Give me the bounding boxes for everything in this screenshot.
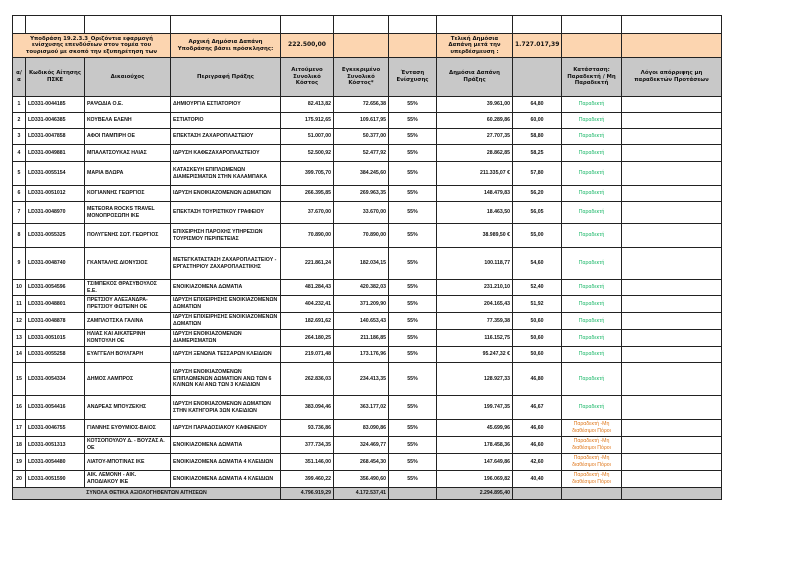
aid-intensity[interactable]: 55% (389, 396, 437, 420)
aid-intensity[interactable]: 55% (389, 296, 437, 313)
aid-intensity[interactable]: 55% (389, 248, 437, 280)
table-row (13, 347, 722, 363)
initial-budget-value[interactable]: 222.500,00 (281, 34, 334, 58)
measure-title[interactable]: Υποδράση 19.2.3.3_Οριζόντια εφαρμογή ενίσχυσης επενδύσεων στον τομέα του τουρισμού με σκοπό την εξυπηρέτηση των (13, 34, 171, 58)
public-expenditure[interactable]: 116.152,75 (437, 330, 513, 347)
requested-cost[interactable]: 37.670,00 (281, 202, 334, 224)
approved-cost[interactable]: 371.209,90 (334, 296, 389, 313)
public-expenditure[interactable]: 95.247,32 € (437, 347, 513, 363)
aid-intensity[interactable]: 55% (389, 471, 437, 488)
table-row (13, 296, 722, 313)
public-expenditure[interactable]: 196.069,82 (437, 471, 513, 488)
requested-cost[interactable]: 82.413,82 (281, 97, 334, 113)
approved-cost[interactable]: 268.454,30 (334, 454, 389, 471)
approved-cost[interactable]: 356.490,60 (334, 471, 389, 488)
score[interactable]: 51,92 (513, 296, 562, 313)
description[interactable]: ΙΔΡΥΣΗ ΕΝΟΙΚΙΑΖΟΜΕΝΩΝ ΔΩΜΑΤΙΩΝ (171, 186, 281, 202)
rejection-reason[interactable] (622, 296, 722, 313)
status-badge[interactable]: Παραδεκτή (562, 248, 622, 280)
table-row (13, 202, 722, 224)
col-beneficiary[interactable]: Δικαιούχος (85, 58, 171, 97)
requested-cost[interactable]: 221.861,24 (281, 248, 334, 280)
row-index[interactable]: 15 (13, 363, 26, 396)
aid-intensity[interactable]: 55% (389, 330, 437, 347)
application-code[interactable]: LD331-0051313 (26, 437, 85, 454)
status-badge[interactable]: Παραδεκτή -Μη διαθέσιμοι Πόροι (562, 420, 622, 437)
approved-cost[interactable]: 70.890,00 (334, 224, 389, 248)
aid-intensity[interactable]: 55% (389, 347, 437, 363)
application-code[interactable]: LD331-0048970 (26, 202, 85, 224)
description[interactable]: ΚΑΤΑΣΚΕΥΗ ΕΠΙΠΛΩΜΕΝΩΝ ΔΙΑΜΕΡΙΣΜΑΤΩΝ ΣΤΗΝ ΚΑΛΑΜΠΑΚΑ (171, 162, 281, 186)
description[interactable]: ΙΔΡΥΣΗ ΕΝΟΙΚΙΑΖΟΜΕΝΩΝ ΔΙΑΜΕΡΙΣΜΑΤΩΝ (171, 330, 281, 347)
col-requested[interactable]: Αιτούμενο Συνολικό Κόστος (281, 58, 334, 97)
requested-cost[interactable]: 93.736,86 (281, 420, 334, 437)
score[interactable]: 56,05 (513, 202, 562, 224)
application-code[interactable]: LD331-0054596 (26, 280, 85, 296)
rejection-reason[interactable] (622, 248, 722, 280)
requested-cost[interactable]: 399.460,22 (281, 471, 334, 488)
rejection-reason[interactable] (622, 129, 722, 145)
beneficiary[interactable]: ΡΑΨΩΔΙΑ Ο.Ε. (85, 97, 171, 113)
application-code[interactable]: LD331-0049881 (26, 145, 85, 162)
aid-intensity[interactable]: 55% (389, 129, 437, 145)
beneficiary[interactable]: ΚΟΤΣΟΠΟΥΛΟΥ Δ. - ΒΟΥΖΑΣ Α. ΟΕ (85, 437, 171, 454)
rejection-reason[interactable] (622, 145, 722, 162)
row-index[interactable]: 7 (13, 202, 26, 224)
approved-cost[interactable]: 52.477,92 (334, 145, 389, 162)
cell[interactable] (389, 16, 437, 34)
col-intensity[interactable]: Ένταση Ενίσχυσης (389, 58, 437, 97)
approved-cost[interactable]: 109.617,95 (334, 113, 389, 129)
status-badge[interactable]: Παραδεκτή (562, 129, 622, 145)
column-header-row (13, 58, 722, 97)
rejection-reason[interactable] (622, 97, 722, 113)
final-budget-value[interactable]: 1.727.017,39 (513, 34, 562, 58)
beneficiary[interactable]: ΓΙΑΝΝΗΣ ΕΥΘΥΜΙΟΣ-ΒΑΙΟΣ (85, 420, 171, 437)
row-index[interactable]: 11 (13, 296, 26, 313)
cell[interactable] (13, 16, 26, 34)
row-index[interactable]: 13 (13, 330, 26, 347)
description[interactable]: ΙΔΡΥΣΗ ΚΑΦΕΖΑΧΑΡΟΠΛΑΣΤΕΙΟΥ (171, 145, 281, 162)
rejection-reason[interactable] (622, 113, 722, 129)
requested-cost[interactable]: 377.734,35 (281, 437, 334, 454)
description[interactable]: ΕΣΤΙΑΤΟΡΙΟ (171, 113, 281, 129)
public-expenditure[interactable]: 231.210,10 (437, 280, 513, 296)
table-row (13, 145, 722, 162)
score[interactable]: 64,80 (513, 97, 562, 113)
cell[interactable] (281, 16, 334, 34)
description[interactable]: ΙΔΡΥΣΗ ΞΕΝΩΝΑ ΤΕΣΣΑΡΩΝ ΚΛΕΙΔΙΩΝ (171, 347, 281, 363)
cell[interactable] (334, 16, 389, 34)
score[interactable]: 50,60 (513, 330, 562, 347)
status-badge[interactable]: Παραδεκτή -Μη διαθέσιμοι Πόροι (562, 471, 622, 488)
description[interactable]: ΙΔΡΥΣΗ ΕΠΙΧΕΙΡΗΣΗΣ ΕΝΟΙΚΙΑΖΟΜΕΝΩΝ ΔΩΜΑΤΙΩΝ (171, 296, 281, 313)
score[interactable]: 50,60 (513, 313, 562, 330)
description[interactable]: ΕΠΕΚΤΑΣΗ ΤΟΥΡΙΣΤΙΚΟΥ ΓΡΑΦΕΙΟΥ (171, 202, 281, 224)
aid-intensity[interactable]: 55% (389, 420, 437, 437)
application-code[interactable]: LD331-0051015 (26, 330, 85, 347)
status-badge[interactable]: Παραδεκτή (562, 296, 622, 313)
cell[interactable] (171, 16, 281, 34)
requested-cost[interactable]: 399.705,70 (281, 162, 334, 186)
approved-cost[interactable]: 173.176,96 (334, 347, 389, 363)
cell[interactable] (562, 16, 622, 34)
application-code[interactable]: LD331-0055154 (26, 162, 85, 186)
status-badge[interactable]: Παραδεκτή (562, 347, 622, 363)
cell[interactable] (26, 16, 85, 34)
requested-cost[interactable]: 404.232,41 (281, 296, 334, 313)
requested-cost[interactable]: 52.500,92 (281, 145, 334, 162)
evaluation-results-table (12, 15, 722, 500)
aid-intensity[interactable]: 55% (389, 224, 437, 248)
status-badge[interactable]: Παραδεκτή (562, 396, 622, 420)
score[interactable]: 60,00 (513, 113, 562, 129)
description[interactable]: ΕΠΙΧΕΙΡΗΣΗ ΠΑΡΟΧΗΣ ΥΠΗΡΕΣΙΩΝ ΤΟΥΡΙΣΜΟΥ ΠΕΡΙΠΕΤΕΙΑΣ (171, 224, 281, 248)
application-code[interactable]: LD331-0048740 (26, 248, 85, 280)
application-code[interactable]: LD331-0046755 (26, 420, 85, 437)
aid-intensity[interactable]: 55% (389, 97, 437, 113)
application-code[interactable]: LD331-0054480 (26, 454, 85, 471)
approved-cost[interactable]: 33.670,00 (334, 202, 389, 224)
requested-cost[interactable]: 481.284,43 (281, 280, 334, 296)
score[interactable]: 46,67 (513, 396, 562, 420)
beneficiary[interactable]: ΜΠΑΛΑΤΣΟΥΚΑΣ ΗΛΙΑΣ (85, 145, 171, 162)
public-expenditure[interactable]: 100.118,77 (437, 248, 513, 280)
status-badge[interactable]: Παραδεκτή (562, 162, 622, 186)
cell[interactable] (389, 34, 437, 58)
beneficiary[interactable]: METEORA ROCKS TRAVEL ΜΟΝΟΠΡΟΣΩΠΗ ΙΚΕ (85, 202, 171, 224)
beneficiary[interactable]: ΖΑΜΠΛΟΤΣΚΑ ΓΑΛΙΝΑ (85, 313, 171, 330)
public-expenditure[interactable]: 211.335,07 € (437, 162, 513, 186)
description[interactable]: ΙΔΡΥΣΗ ΕΠΙΧΕΙΡΗΣΗΣ ΕΝΟΙΚΙΑΖΟΜΕΝΩΝ ΔΩΜΑΤΙΩΝ (171, 313, 281, 330)
requested-cost[interactable]: 175.912,65 (281, 113, 334, 129)
status-badge[interactable]: Παραδεκτή -Μη διαθέσιμοι Πόροι (562, 437, 622, 454)
row-index[interactable]: 5 (13, 162, 26, 186)
status-badge[interactable]: Παραδεκτή (562, 330, 622, 347)
description[interactable]: ΕΝΟΙΚΙΑΖΟΜΕΝΑ ΔΩΜΑΤΙΑ 4 ΚΛΕΙΔΙΩΝ (171, 471, 281, 488)
row-index[interactable]: 18 (13, 437, 26, 454)
beneficiary[interactable]: ΠΡΕΤΣΙΟΥ ΑΛΕΞΑΝΔΡΑ-ΠΡΕΤΣΙΟΥ ΦΩΤΕΙΝΗ ΟΕ (85, 296, 171, 313)
public-expenditure[interactable]: 199.747,35 (437, 396, 513, 420)
initial-budget-label[interactable]: Αρχική Δημόσια Δαπάνη Υποδράσης βάσει πρόσκλησης: (171, 34, 281, 58)
requested-cost[interactable]: 264.180,25 (281, 330, 334, 347)
row-index[interactable]: 2 (13, 113, 26, 129)
requested-cost[interactable]: 266.395,85 (281, 186, 334, 202)
beneficiary[interactable]: ΤΣΙΜΠΕΚΟΣ ΘΡΑΣΥΒΟΥΛΟΣ Ε.Ε. (85, 280, 171, 296)
status-badge[interactable]: Παραδεκτή (562, 202, 622, 224)
cell[interactable] (622, 34, 722, 58)
description[interactable]: ΔΗΜΙΟΥΡΓΙΑ ΕΣΤΙΑΤΟΡΙΟΥ (171, 97, 281, 113)
aid-intensity[interactable]: 55% (389, 363, 437, 396)
public-expenditure[interactable]: 38.989,50 € (437, 224, 513, 248)
table-row (13, 280, 722, 296)
rejection-reason[interactable] (622, 280, 722, 296)
score[interactable]: 46,60 (513, 420, 562, 437)
public-expenditure[interactable]: 178.458,36 (437, 437, 513, 454)
row-index[interactable]: 19 (13, 454, 26, 471)
table-row (13, 224, 722, 248)
beneficiary[interactable]: ΚΟΥΒΕΛΑ ΕΛΕΝΗ (85, 113, 171, 129)
approved-cost[interactable]: 140.653,43 (334, 313, 389, 330)
approved-cost[interactable]: 324.469,77 (334, 437, 389, 454)
table-row (13, 186, 722, 202)
application-code[interactable]: LD331-0055325 (26, 224, 85, 248)
requested-cost[interactable]: 262.836,03 (281, 363, 334, 396)
rejection-reason[interactable] (622, 471, 722, 488)
col-description[interactable]: Περιγραφή Πράξης (171, 58, 281, 97)
row-index[interactable]: 3 (13, 129, 26, 145)
beneficiary[interactable]: ΚΟΓΙΑΝΝΗΣ ΓΕΩΡΓΙΟΣ (85, 186, 171, 202)
beneficiary[interactable]: ΑΝΔΡΕΑΣ ΜΠΟΥΖΕΚΗΣ (85, 396, 171, 420)
row-index[interactable]: 1 (13, 97, 26, 113)
row-index[interactable]: 9 (13, 248, 26, 280)
totals-public[interactable]: 2.294.895,40 (437, 488, 513, 500)
status-badge[interactable]: Παραδεκτή (562, 113, 622, 129)
rejection-reason[interactable] (622, 224, 722, 248)
application-code[interactable]: LD331-0054334 (26, 363, 85, 396)
totals-approved[interactable]: 4.172.537,41 (334, 488, 389, 500)
description[interactable]: ΕΠΕΚΤΑΣΗ ΖΑΧΑΡΟΠΛΑΣΤΕΙΟΥ (171, 129, 281, 145)
approved-cost[interactable]: 211.186,85 (334, 330, 389, 347)
aid-intensity[interactable]: 55% (389, 186, 437, 202)
totals-label[interactable]: ΣΥΝΟΛΑ ΘΕΤΙΚΑ ΑΞΙΟΛΟΓΗΘΕΝΤΩΝ ΑΙΤΗΣΕΩΝ (13, 488, 281, 500)
totals-requested[interactable]: 4.796.919,29 (281, 488, 334, 500)
approved-cost[interactable]: 182.034,15 (334, 248, 389, 280)
description[interactable]: ΙΔΡΥΣΗ ΠΑΡΑΔΟΣΙΑΚΟΥ ΚΑΦΕΝΕΙΟΥ (171, 420, 281, 437)
requested-cost[interactable]: 70.890,00 (281, 224, 334, 248)
status-badge[interactable]: Παραδεκτή (562, 186, 622, 202)
aid-intensity[interactable]: 55% (389, 202, 437, 224)
row-index[interactable]: 17 (13, 420, 26, 437)
public-expenditure[interactable]: 147.649,86 (437, 454, 513, 471)
row-index[interactable]: 6 (13, 186, 26, 202)
requested-cost[interactable]: 351.146,00 (281, 454, 334, 471)
row-index[interactable]: 8 (13, 224, 26, 248)
row-index[interactable]: 4 (13, 145, 26, 162)
table-row (13, 420, 722, 437)
application-code[interactable]: LD331-0046385 (26, 113, 85, 129)
approved-cost[interactable]: 234.413,35 (334, 363, 389, 396)
score[interactable]: 46,80 (513, 363, 562, 396)
requested-cost[interactable]: 383.094,46 (281, 396, 334, 420)
approved-cost[interactable]: 269.963,35 (334, 186, 389, 202)
cell[interactable] (622, 488, 722, 500)
empty-row (13, 16, 722, 34)
score[interactable]: 58,25 (513, 145, 562, 162)
beneficiary[interactable]: ΑΙΚ. ΛΕΜΟΝΗ - ΑΙΚ. ΑΠΟΔΙΑΚΟΥ ΙΚΕ (85, 471, 171, 488)
description[interactable]: ΙΔΡΥΣΗ ΕΝΟΙΚΙΑΖΟΜΕΝΩΝ ΕΠΙΠΛΩΜΕΝΩΝ ΔΩΜΑΤΙΩΝ ΑΝΩ ΤΩΝ 6 ΚΛΙΝΩΝ ΚΑΙ ΑΝΩ ΤΩΝ 3 ΚΛΕΙΔΙΩΝ (171, 363, 281, 396)
row-index[interactable]: 10 (13, 280, 26, 296)
col-approved[interactable]: Εγκεκριμένο Συνολικό Κόστος* (334, 58, 389, 97)
public-expenditure[interactable]: 39.961,00 (437, 97, 513, 113)
table-row (13, 162, 722, 186)
table-row (13, 396, 722, 420)
beneficiary[interactable]: ΜΑΡΙΑ ΒΛΩΡΑ (85, 162, 171, 186)
row-index[interactable]: 16 (13, 396, 26, 420)
application-code[interactable]: LD331-0048801 (26, 296, 85, 313)
public-expenditure[interactable]: 148.479,83 (437, 186, 513, 202)
rejection-reason[interactable] (622, 330, 722, 347)
rejection-reason[interactable] (622, 186, 722, 202)
public-expenditure[interactable]: 77.359,38 (437, 313, 513, 330)
cell[interactable] (389, 488, 437, 500)
cell[interactable] (562, 34, 622, 58)
rejection-reason[interactable] (622, 313, 722, 330)
score[interactable]: 42,60 (513, 454, 562, 471)
status-badge[interactable]: Παραδεκτή (562, 224, 622, 248)
row-index[interactable]: 14 (13, 347, 26, 363)
approved-cost[interactable]: 420.382,03 (334, 280, 389, 296)
approved-cost[interactable]: 384.245,60 (334, 162, 389, 186)
rejection-reason[interactable] (622, 420, 722, 437)
aid-intensity[interactable]: 55% (389, 313, 437, 330)
table-row (13, 471, 722, 488)
score[interactable]: 58,80 (513, 129, 562, 145)
aid-intensity[interactable]: 55% (389, 454, 437, 471)
col-code[interactable]: Κωδικός Αίτησης ΠΣΚΕ (26, 58, 85, 97)
col-public[interactable]: Δημόσια Δαπάνη Πράξης (437, 58, 513, 97)
table-row (13, 437, 722, 454)
final-budget-label[interactable]: Τελική Δημόσια Δαπάνη μετά την υπερδέσμευση : (437, 34, 513, 58)
description[interactable]: ΙΔΡΥΣΗ ΕΝΟΙΚΙΑΖΟΜΕΝΩΝ ΔΩΜΑΤΙΩΝ ΣΤΗΝ ΚΑΤΗΓΟΡΙΑ 3ΩΝ ΚΛΕΙΔΙΩΝ (171, 396, 281, 420)
approved-cost[interactable]: 50.377,00 (334, 129, 389, 145)
table-row (13, 97, 722, 113)
description[interactable]: ΕΝΟΙΚΙΑΖΟΜΕΝΑ ΔΩΜΑΤΙΑ (171, 437, 281, 454)
col-status[interactable]: Κατάσταση: Παραδεκτή / Μη Παραδεκτή (562, 58, 622, 97)
aid-intensity[interactable]: 55% (389, 145, 437, 162)
description[interactable]: ΕΝΟΙΚΙΑΖΟΜΕΝΑ ΔΩΜΑΤΙΑ 4 ΚΛΕΙΔΙΩΝ (171, 454, 281, 471)
public-expenditure[interactable]: 60.289,86 (437, 113, 513, 129)
public-expenditure[interactable]: 18.463,50 (437, 202, 513, 224)
score[interactable]: 50,60 (513, 347, 562, 363)
beneficiary[interactable]: ΠΟΛΥΓΕΝΗΣ ΣΩΤ. ΓΕΩΡΓΙΟΣ (85, 224, 171, 248)
public-expenditure[interactable]: 27.707,35 (437, 129, 513, 145)
cell[interactable] (513, 16, 562, 34)
cell[interactable] (334, 34, 389, 58)
application-code[interactable]: LD331-0048878 (26, 313, 85, 330)
approved-cost[interactable]: 72.656,38 (334, 97, 389, 113)
cell[interactable] (513, 488, 562, 500)
rejection-reason[interactable] (622, 437, 722, 454)
public-expenditure[interactable]: 45.699,96 (437, 420, 513, 437)
requested-cost[interactable]: 182.691,62 (281, 313, 334, 330)
status-badge[interactable]: Παραδεκτή (562, 313, 622, 330)
rejection-reason[interactable] (622, 202, 722, 224)
beneficiary[interactable]: ΛΙΑΤΟΥ-ΜΠΟΤΙΝΑΣ ΙΚΕ (85, 454, 171, 471)
cell[interactable] (622, 16, 722, 34)
rejection-reason[interactable] (622, 162, 722, 186)
description[interactable]: ΜΕΤΕΓΚΑΤΑΣΤΑΣΗ ΖΑΧΑΡΟΠΛΑΣΤΕΙΟΥ - ΕΡΓΑΣΤΗΡΙΟΥ ΖΑΧΑΡΟΠΛΑΣΤΙΚΗΣ (171, 248, 281, 280)
table-row (13, 113, 722, 129)
table-row (13, 129, 722, 145)
cell[interactable] (437, 16, 513, 34)
col-score[interactable] (513, 58, 562, 97)
status-badge[interactable]: Παραδεκτή -Μη διαθέσιμοι Πόροι (562, 454, 622, 471)
cell[interactable] (562, 488, 622, 500)
summary-row (13, 34, 722, 58)
rejection-reason[interactable] (622, 347, 722, 363)
application-code[interactable]: LD331-0054416 (26, 396, 85, 420)
application-code[interactable]: LD331-0044185 (26, 97, 85, 113)
beneficiary[interactable]: ΓΚΑΝΤΑΛΗΣ ΔΙΟΝΥΣΙΟΣ (85, 248, 171, 280)
application-code[interactable]: LD331-0051012 (26, 186, 85, 202)
status-badge[interactable]: Παραδεκτή (562, 280, 622, 296)
beneficiary[interactable]: ΑΦΟΙ ΠΑΜΠΙΡΗ ΟΕ (85, 129, 171, 145)
rejection-reason[interactable] (622, 454, 722, 471)
table-row (13, 454, 722, 471)
public-expenditure[interactable]: 28.862,85 (437, 145, 513, 162)
requested-cost[interactable]: 51.007,00 (281, 129, 334, 145)
score[interactable]: 46,60 (513, 437, 562, 454)
score[interactable]: 56,20 (513, 186, 562, 202)
application-code[interactable]: LD331-0055258 (26, 347, 85, 363)
requested-cost[interactable]: 219.071,48 (281, 347, 334, 363)
status-badge[interactable]: Παραδεκτή (562, 97, 622, 113)
table-row (13, 313, 722, 330)
status-badge[interactable]: Παραδεκτή (562, 363, 622, 396)
approved-cost[interactable]: 83.090,86 (334, 420, 389, 437)
aid-intensity[interactable]: 55% (389, 162, 437, 186)
aid-intensity[interactable]: 55% (389, 437, 437, 454)
beneficiary[interactable]: ΗΛΙΑΣ ΚΑΙ ΑΙΚΑΤΕΡΙΝΗ ΚΟΝΤΟΥΛΗ ΟΕ (85, 330, 171, 347)
description[interactable]: ΕΝΟΙΚΙΑΖΟΜΕΝΑ ΔΩΜΑΤΙΑ (171, 280, 281, 296)
table-body (13, 97, 722, 488)
beneficiary[interactable]: ΔΗΜΟΣ ΛΑΜΠΡΟΣ (85, 363, 171, 396)
table-row (13, 248, 722, 280)
totals-row (13, 488, 722, 500)
rejection-reason[interactable] (622, 396, 722, 420)
table-row (13, 363, 722, 396)
status-badge[interactable]: Παραδεκτή (562, 145, 622, 162)
score[interactable]: 57,80 (513, 162, 562, 186)
application-code[interactable]: LD331-0051590 (26, 471, 85, 488)
public-expenditure[interactable]: 204.165,43 (437, 296, 513, 313)
beneficiary[interactable]: ΕΥΑΓΓΕΛΗ ΒΟΥΛΓΑΡΗ (85, 347, 171, 363)
application-code[interactable]: LD331-0047858 (26, 129, 85, 145)
col-reasons[interactable]: Λόγοι απόρριψης μη παραδεκτών Προτάσεων (622, 58, 722, 97)
aid-intensity[interactable]: 55% (389, 280, 437, 296)
score[interactable]: 40,40 (513, 471, 562, 488)
aid-intensity[interactable]: 55% (389, 113, 437, 129)
cell[interactable] (85, 16, 171, 34)
col-index[interactable]: α/α (13, 58, 26, 97)
public-expenditure[interactable]: 128.927,33 (437, 363, 513, 396)
row-index[interactable]: 20 (13, 471, 26, 488)
score[interactable]: 55,00 (513, 224, 562, 248)
approved-cost[interactable]: 363.177,02 (334, 396, 389, 420)
rejection-reason[interactable] (622, 363, 722, 396)
score[interactable]: 54,60 (513, 248, 562, 280)
table-row (13, 330, 722, 347)
score[interactable]: 52,40 (513, 280, 562, 296)
row-index[interactable]: 12 (13, 313, 26, 330)
